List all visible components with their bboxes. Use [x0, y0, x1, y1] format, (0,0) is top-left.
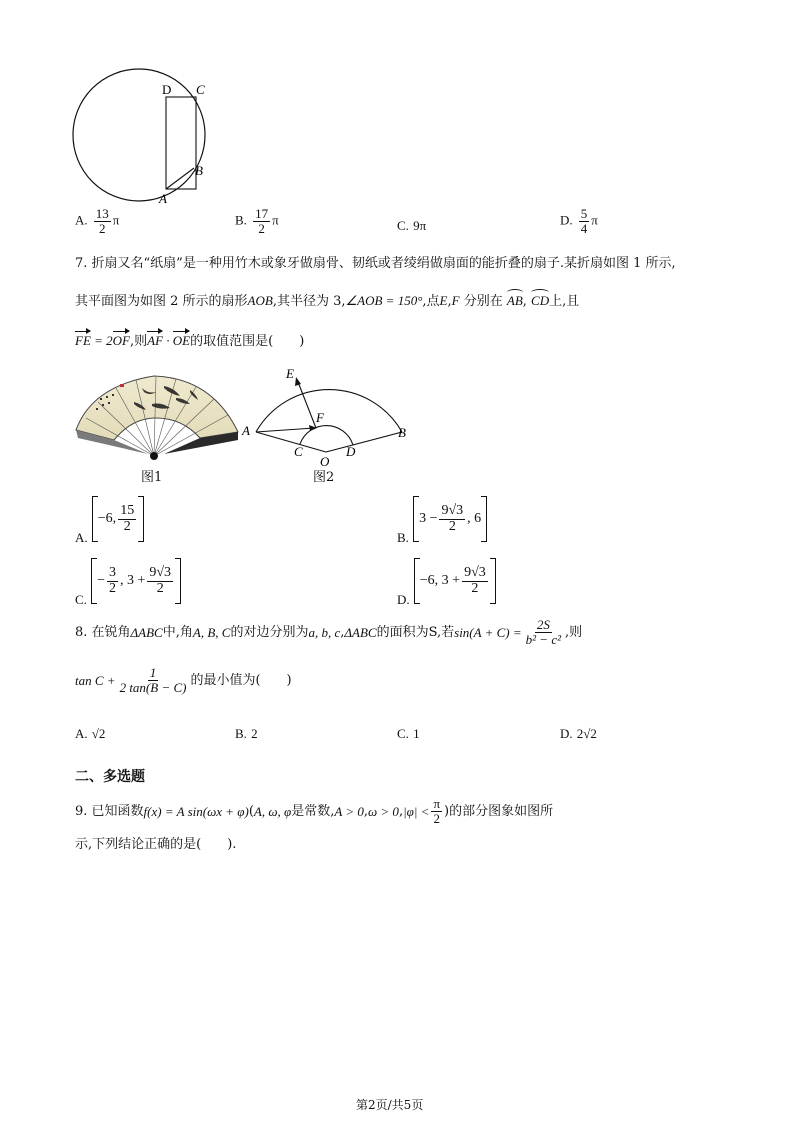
point-label-d: D — [346, 444, 356, 459]
point-label-c: C — [196, 82, 205, 97]
fraction-numerator: 2S — [536, 617, 550, 632]
text-segment: )的部分图象如图所 — [444, 803, 554, 819]
option-label: A. — [75, 212, 88, 228]
q7-option-d[interactable] — [397, 558, 496, 607]
tan-expression: tan C + — [75, 672, 116, 688]
fraction — [147, 566, 173, 596]
sides: a, b, c — [308, 624, 341, 640]
text-segment: , — [447, 294, 452, 309]
point-label-a: A — [159, 191, 167, 206]
option-label: B. — [235, 726, 247, 741]
text-segment: 分别在 — [459, 294, 503, 309]
point-label-d: D — [162, 82, 172, 97]
interval — [414, 558, 496, 604]
text-segment: , — [522, 294, 527, 309]
text-segment: 其平面图为如图 2 所示的扇形 — [75, 294, 248, 309]
fraction-numerator: 5 — [580, 206, 588, 221]
text-segment: , — [363, 803, 368, 819]
text-segment: 9. 已知函数 — [75, 803, 144, 819]
option-value: 1 — [413, 726, 420, 741]
option-value: √2 — [91, 726, 106, 741]
section-heading: 二、多选题 — [75, 769, 145, 785]
fraction-numerator: π — [433, 796, 441, 811]
option-label: D. — [397, 592, 410, 607]
interval-left: −6, 3 + — [419, 573, 461, 588]
fraction — [118, 504, 136, 534]
fraction-denominator: 2 — [108, 580, 116, 596]
q9-stem-line-2: 示,下列结论正确的是( ). — [75, 837, 237, 852]
text-segment: 上,且 — [549, 294, 580, 309]
function-definition: f(x) = A sin(ωx + φ) — [143, 803, 249, 819]
text-segment: 的最小值为( ) — [190, 672, 292, 688]
q7-option-b[interactable] — [397, 496, 487, 545]
text-segment: ,点 — [422, 294, 440, 309]
fraction — [439, 504, 465, 534]
pi-symbol: π — [112, 212, 120, 228]
fraction-numerator: 9√3 — [464, 564, 486, 580]
q6-option-b[interactable] — [235, 207, 279, 235]
option-label: C. — [397, 726, 409, 741]
fraction — [253, 207, 270, 235]
option-value: 2 — [251, 726, 258, 741]
pi-symbol: π — [272, 212, 279, 228]
text-segment: , — [398, 803, 404, 819]
vector-af: AF — [147, 333, 164, 348]
arc-cd: CD — [531, 293, 550, 308]
text-segment: 的取值范围是( ) — [190, 334, 305, 349]
folding-fan-illustration — [72, 368, 242, 463]
fraction-denominator: 4 — [580, 220, 588, 236]
option-label: C. — [75, 592, 87, 607]
fraction-denominator: 2 — [123, 518, 131, 534]
option-label: B. — [235, 212, 247, 228]
fraction-denominator: 2 — [258, 220, 265, 236]
q8-stem-line-2 — [75, 666, 292, 694]
q7-stem-line-2 — [75, 294, 579, 308]
q9-stem-line-1 — [75, 797, 553, 825]
text-segment: 的对边分别为 — [230, 624, 309, 640]
text-segment: 是常数, — [291, 803, 335, 819]
option-label: B. — [397, 530, 409, 545]
interval — [91, 558, 181, 604]
vector-oe: OE — [172, 333, 191, 348]
fraction-numerator: 3 — [108, 564, 116, 580]
fraction-denominator: 2 — [433, 810, 440, 826]
sector-name: AOB — [247, 293, 273, 308]
interval — [413, 496, 487, 542]
q6-option-a[interactable] — [75, 207, 119, 235]
point-label-c: C — [294, 444, 303, 459]
q7-stem-line-1: 7. 折扇又名“纸扇”是一种用竹木或象牙做扇骨、韧纸或者绫绢做扇面的能折叠的扇子.某折扇如图 1 所示, — [75, 256, 676, 271]
q8-option-a[interactable] — [75, 727, 105, 741]
right-bracket — [175, 558, 181, 604]
fraction — [579, 207, 590, 235]
pi-symbol: π — [591, 212, 598, 228]
q6-option-d[interactable] — [560, 207, 598, 235]
condition-a: A > 0 — [334, 803, 364, 819]
interval-left: −6, — [97, 511, 117, 526]
interval-middle: , 3 + — [119, 573, 146, 588]
figure-1-caption: 图1 — [141, 470, 163, 485]
text-segment: ,则 — [130, 334, 148, 349]
option-label: D. — [560, 212, 573, 228]
q7-stem-line-3 — [75, 334, 304, 348]
fraction-denominator: 2 — [99, 220, 106, 236]
fraction-numerator: 1 — [149, 665, 157, 680]
condition-omega: ω > 0 — [367, 803, 399, 819]
option-label: C. — [397, 218, 409, 233]
fraction-denominator: 2 — [448, 518, 456, 534]
fraction-numerator: 9√3 — [149, 564, 172, 580]
triangle-abc-2: ΔABC — [344, 624, 377, 640]
fraction-denominator: 2 tan(B − C) — [119, 679, 187, 695]
interval — [92, 496, 144, 542]
option-label: D. — [560, 726, 573, 741]
option-value: 9π — [413, 218, 427, 233]
vector-fe: FE — [75, 333, 91, 348]
point-f: F — [451, 293, 460, 308]
sine-expression: sin(A + C) = — [454, 624, 522, 640]
text-segment: 的面积为S,若 — [376, 624, 455, 640]
point-label-b: B — [398, 425, 406, 440]
text-segment: 8. 在锐角 — [75, 624, 131, 640]
point-label-f: F — [316, 410, 324, 425]
right-bracket — [138, 496, 144, 542]
option-value: 2√2 — [576, 726, 597, 741]
right-bracket — [481, 496, 487, 542]
fraction-denominator: 2 — [156, 580, 164, 596]
fraction — [107, 566, 118, 596]
fraction-numerator: 9√3 — [441, 502, 464, 518]
fraction-numerator: 15 — [120, 502, 135, 518]
circle-rectangle-figure — [70, 62, 240, 212]
q8-option-d[interactable] — [560, 727, 597, 741]
q8-option-c[interactable] — [397, 727, 420, 741]
fraction-numerator: 17 — [255, 206, 269, 221]
fraction — [431, 797, 442, 825]
q7-option-a[interactable] — [75, 496, 144, 545]
fraction — [94, 207, 111, 235]
right-bracket — [490, 558, 496, 604]
point-label-o: O — [320, 454, 330, 469]
page-number: 第2页/共5页 — [356, 1098, 424, 1112]
angles: A, B, C — [192, 624, 231, 640]
arc-ab: AB — [506, 293, 523, 308]
point-e: E — [439, 293, 448, 308]
text-segment: ,其半径为 3, — [272, 294, 346, 309]
text-segment: 中,角 — [162, 624, 193, 640]
q7-option-c[interactable] — [75, 558, 181, 607]
text-segment: ( — [248, 803, 254, 819]
q8-option-b[interactable] — [235, 727, 258, 741]
fraction — [524, 618, 563, 646]
parameters: A, ω, φ — [253, 803, 292, 819]
option-label: A. — [75, 530, 88, 545]
text-segment: ,则 — [565, 624, 583, 640]
interval-right: , 6 — [467, 511, 482, 526]
fraction-denominator: b² − c² — [525, 631, 561, 647]
fraction-numerator: 13 — [95, 206, 109, 221]
minus-sign: − — [97, 573, 105, 588]
vector-of: OF — [112, 333, 131, 348]
fraction — [118, 666, 189, 694]
condition-phi: |φ| < — [403, 803, 430, 819]
q6-option-c[interactable] — [397, 219, 426, 233]
point-label-e: E — [286, 366, 294, 381]
fan-sector-diagram — [236, 362, 416, 470]
fraction-denominator: 2 — [471, 580, 479, 596]
q8-stem-line-1 — [75, 618, 582, 646]
equation-part: = 2 — [90, 333, 113, 348]
text-segment: , — [340, 624, 345, 640]
triangle-abc: ΔABC — [130, 624, 163, 640]
interval-left: 3 − — [419, 511, 438, 526]
angle-expression: ∠AOB = 150° — [345, 293, 423, 308]
point-label-b: B — [195, 163, 203, 178]
fraction — [462, 566, 488, 596]
option-label: A. — [75, 726, 88, 741]
dot-operator: · — [163, 333, 173, 348]
figure-2-caption: 图2 — [313, 470, 335, 485]
point-label-a: A — [242, 423, 250, 438]
